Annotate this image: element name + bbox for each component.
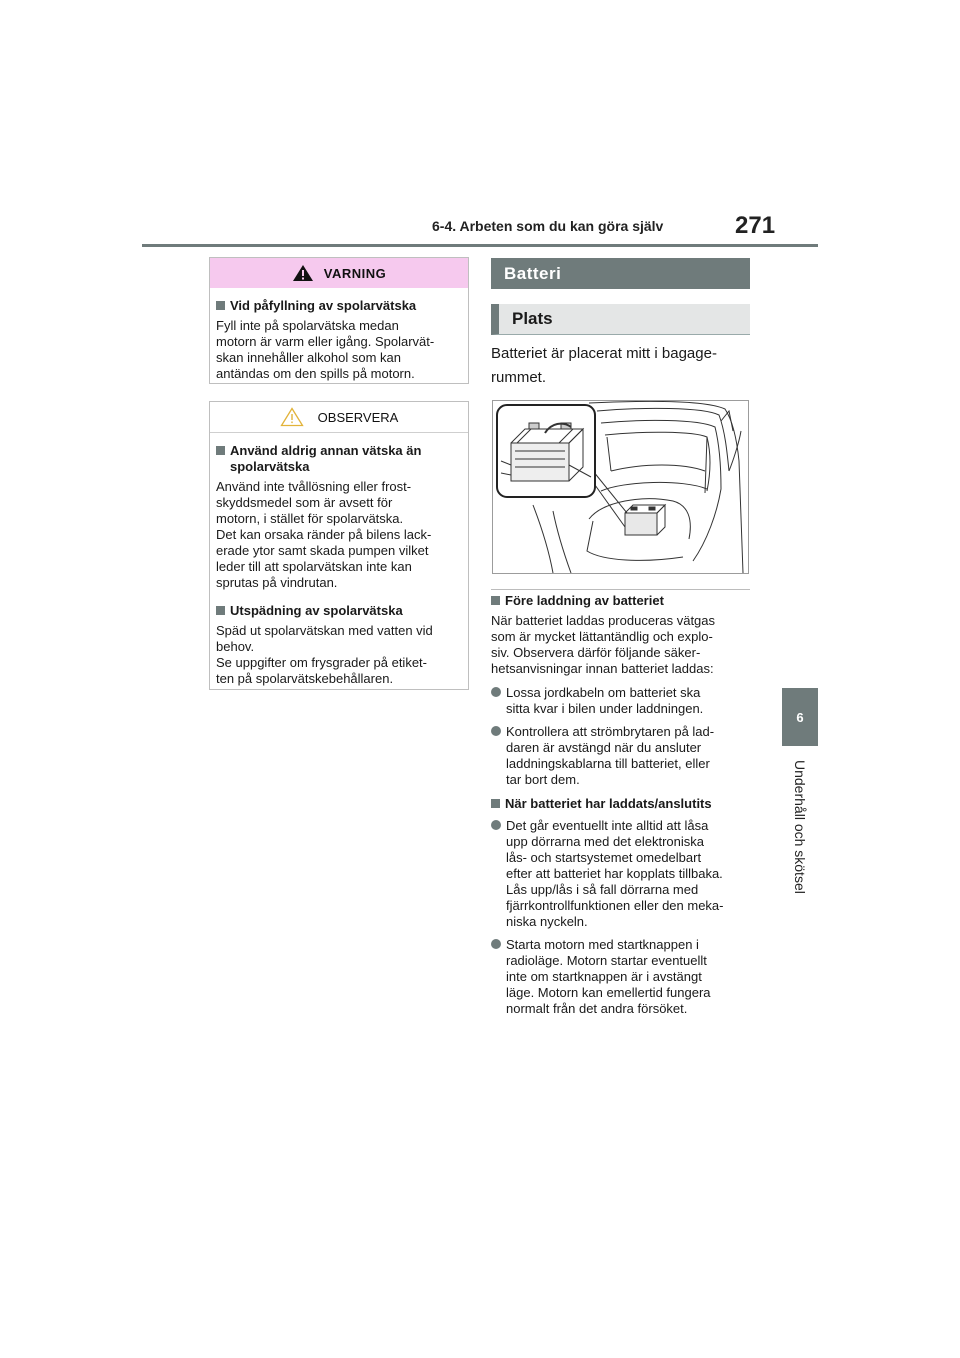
text-line: sitta kvar i bilen under laddningen.: [506, 701, 704, 716]
text-line: sprutas på vindrutan.: [216, 575, 338, 590]
warning-triangle-icon: [292, 264, 314, 282]
intro-text: [491, 342, 750, 390]
after-charging-title: [491, 796, 753, 812]
charging-title-text: Före laddning av batteriet: [505, 593, 664, 608]
charging-title: [491, 593, 753, 609]
chapter-tab-label-text: Underhåll och skötsel: [792, 760, 808, 894]
round-bullet-icon: [491, 687, 501, 697]
text-line: som är mycket lättantändlig och explo-: [491, 629, 713, 644]
list-item: [491, 937, 753, 1017]
text-line: fjärrkontrollfunktionen eller den meka-: [506, 898, 724, 913]
battery-location-illustration: [492, 400, 749, 574]
text-line: siv. Observera därför följande säker-: [491, 645, 701, 660]
list-item: [491, 818, 753, 930]
subsection-title: Plats: [512, 309, 553, 328]
notice-text-2: [216, 623, 462, 687]
list-item: [491, 685, 753, 717]
text-line: radioläge. Motorn startar eventuellt: [506, 953, 707, 968]
text-line: tar bort dem.: [506, 772, 580, 787]
text-line: skyddsmedel som är avsett för: [216, 495, 393, 510]
text-line: Det kan orsaka ränder på bilens lack-: [216, 527, 432, 542]
notice-box: [209, 401, 469, 690]
text-line: Lås upp/lås i så fall dörrarna med: [506, 882, 699, 897]
square-bullet-icon: [216, 606, 225, 615]
text-line: leder till att spolarvätskan inte kan: [216, 559, 412, 574]
text-line: läge. Motorn kan emellertid fungera: [506, 985, 711, 1000]
title-line: Utspädning av spolarvätska: [230, 603, 403, 618]
warning-title-text: Vid påfyllning av spolarvätska: [230, 298, 417, 313]
text-line: Späd ut spolarvätskan med vatten vid: [216, 623, 433, 638]
text-line: upp dörrarna med det elektroniska: [506, 834, 705, 849]
section-title: Batteri: [504, 263, 562, 283]
notice-title-2: [216, 603, 462, 619]
text-line: Det går eventuellt inte alltid att låsa: [506, 818, 709, 833]
charging-text: [491, 613, 753, 677]
title-line: spolarvätska: [230, 459, 310, 474]
text-line: hetsanvisningar innan batteriet laddas:: [491, 661, 714, 676]
text-line: lås- och startsystemet omedelbart: [506, 850, 702, 865]
text-line: antändas om den spills på motorn.: [216, 366, 415, 381]
text-line: När batteriet laddas produceras vätgas: [491, 613, 716, 628]
subsection-title-bar: [491, 304, 750, 335]
section-title-bar: [491, 258, 750, 289]
square-bullet-icon: [491, 799, 500, 808]
round-bullet-icon: [491, 726, 501, 736]
text-line: Kontrollera att strömbrytaren på lad-: [506, 724, 715, 739]
warning-label: VARNING: [323, 265, 387, 281]
text-line: Batteriet är placerat mitt i bagage-: [491, 345, 717, 362]
figure-divider: [491, 589, 750, 590]
round-bullet-icon: [491, 939, 501, 949]
text-line: motorn är varm eller igång. Spolarvät-: [216, 334, 435, 349]
square-bullet-icon: [216, 301, 225, 310]
text-line: skan innehåller alkohol som kan: [216, 350, 401, 365]
text-line: laddningskablarna till batteriet, eller: [506, 756, 710, 771]
warning-text: [216, 318, 462, 382]
square-bullet-icon: [491, 596, 500, 605]
notice-title-1: [216, 443, 462, 475]
warning-box: [209, 257, 469, 384]
text-line: Lossa jordkabeln om batteriet ska: [506, 685, 701, 700]
page-number: 271: [735, 212, 776, 239]
after-charging-title-text: När batteriet har laddats/anslutits: [505, 796, 712, 811]
notice-box-header: [210, 402, 468, 433]
notice-text-1: [216, 479, 462, 591]
header-rule: [142, 244, 818, 247]
text-line: Se uppgifter om frysgrader på etiket-: [216, 655, 427, 670]
text-line: rummet.: [491, 369, 547, 386]
title-line: Använd aldrig annan vätska än: [230, 443, 422, 458]
text-line: inte om startknappen är i avstängt: [506, 969, 702, 984]
chapter-tab-number: 6: [782, 688, 818, 746]
charging-instructions: [491, 593, 753, 1024]
text-line: normalt från det andra försöket.: [506, 1001, 688, 1016]
chapter-tab-label: [786, 760, 814, 910]
text-line: efter att batteriet har kopplats tillbaka.: [506, 866, 723, 881]
text-line: niska nyckeln.: [506, 914, 588, 929]
text-line: Använd inte tvållösning eller frost-: [216, 479, 412, 494]
text-line: erade ytor samt skada pumpen vilket: [216, 543, 429, 558]
text-line: behov.: [216, 639, 255, 654]
notice-label: OBSERVERA: [317, 409, 399, 425]
notice-triangle-icon: [280, 407, 304, 427]
section-heading: 6-4. Arbeten som du kan göra själv: [432, 218, 664, 234]
text-line: Fyll inte på spolarvätska medan: [216, 318, 399, 333]
warning-title: [216, 298, 462, 314]
square-bullet-icon: [216, 446, 225, 455]
list-item: [491, 724, 753, 788]
text-line: ten på spolarvätskebehållaren.: [216, 671, 394, 686]
round-bullet-icon: [491, 820, 501, 830]
text-line: Starta motorn med startknappen i: [506, 937, 699, 952]
car-trunk-battery-drawing: [493, 401, 748, 573]
warning-box-header: [210, 258, 468, 288]
text-line: motorn, i stället för spolarvätska.: [216, 511, 404, 526]
text-line: daren är avstängd när du ansluter: [506, 740, 702, 755]
